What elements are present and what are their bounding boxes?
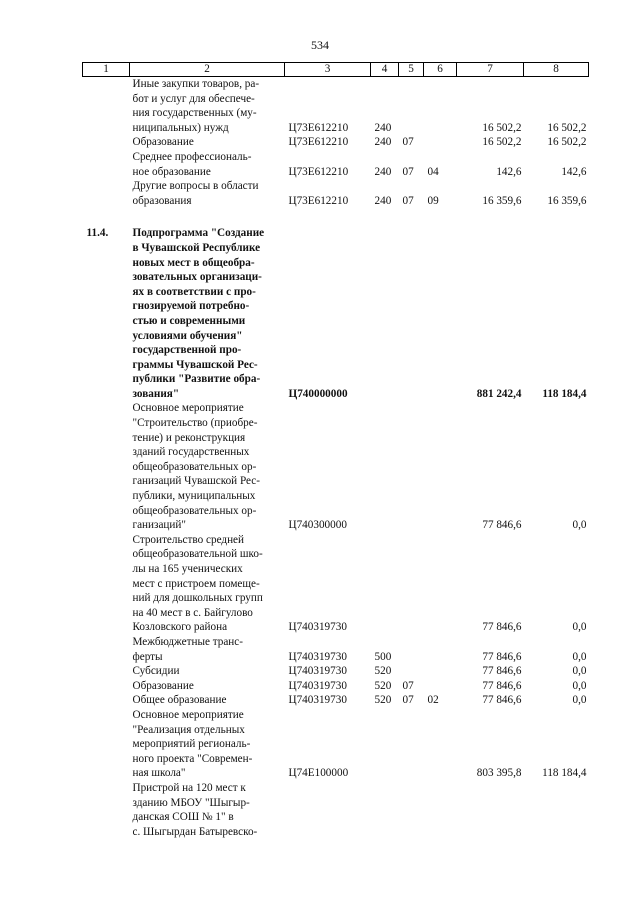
header-row [83, 63, 589, 77]
row-index [83, 679, 130, 694]
row-name: Подпрограмма "Создание в Чувашской Республике новых мест в общеобра- зовательных организаци- ях в соответствии с про- гнозируемой потребно- стью и современными условиями обучения" государственной про- граммы Чувашской Рес- публики "Развитие обра- зования" [132, 227, 265, 400]
row-col8: 16 502,2 [547, 136, 587, 149]
row-col5 [399, 226, 424, 401]
row-col8: 142,6 [561, 165, 587, 178]
row-col5 [399, 635, 424, 664]
row-code: Ц73Е612210 [288, 165, 349, 178]
row-index [83, 179, 130, 208]
row-index [83, 533, 130, 635]
row-name: Иные закупки товаров, ра- бот и услуг для обеспече- ния государственных (му- ниципальных) нужд [132, 78, 260, 134]
row-index [83, 781, 130, 839]
table-row [83, 226, 589, 401]
row-col6 [424, 77, 457, 136]
header-cell: 5 [399, 63, 424, 77]
row-col4 [371, 708, 399, 781]
table-row [83, 635, 589, 664]
row-code: Ц740319730 [288, 650, 347, 663]
row-name: Основное мероприятие "Строительство (приобре- тение) и реконструкция зданий государственных общеобразовательных ор- ганизаций Чувашской Рес- публики, муниципальных общеобразовательных ор- ганизаций" [132, 402, 260, 532]
row-col4 [371, 401, 399, 532]
row-col4 [371, 533, 399, 635]
row-code: Ц73Е612210 [288, 194, 349, 207]
row-code: Ц740300000 [288, 519, 347, 532]
row-col8: 0,0 [572, 694, 587, 707]
row-col7: 77 846,6 [482, 519, 522, 532]
row-index [83, 77, 130, 136]
row-col7: 16 502,2 [482, 121, 522, 134]
row-col5: 07 [402, 165, 414, 178]
row-code: Ц73Е612210 [288, 136, 349, 149]
row-name: Образование [132, 136, 194, 149]
row-col8: 0,0 [572, 650, 587, 663]
row-col7: 142,6 [496, 165, 522, 178]
row-col8: 0,0 [572, 679, 587, 692]
header-cell: 3 [285, 63, 371, 77]
table-row [83, 135, 589, 150]
header-cell: 4 [371, 63, 399, 77]
table-row [83, 664, 589, 679]
row-index: 11.4. [86, 227, 109, 240]
table-row [83, 679, 589, 694]
row-col4: 240 [374, 165, 392, 178]
table-row [83, 179, 589, 208]
row-col4: 240 [374, 121, 392, 134]
row-name: Основное мероприятие "Реализация отдельных мероприятий региональ- ного проекта "Современ- ная школа" [132, 708, 253, 780]
row-col8: 0,0 [572, 519, 587, 532]
header-cell: 6 [424, 63, 457, 77]
row-col7: 77 846,6 [482, 650, 522, 663]
row-col6 [424, 664, 457, 679]
row-col7: 77 846,6 [482, 694, 522, 707]
row-col5: 07 [402, 194, 414, 207]
row-col6 [424, 679, 457, 694]
row-code: Ц740319730 [288, 621, 347, 634]
row-col7 [457, 781, 524, 839]
row-col6 [424, 708, 457, 781]
table-row [83, 401, 589, 532]
row-col8: 16 359,6 [547, 194, 587, 207]
row-index [83, 664, 130, 679]
row-name: Пристрой на 120 мест к зданию МБОУ "Шыгыр- данская СОШ № 1" в с. Шыгырдан Батыревско- [132, 781, 258, 838]
row-code: Ц740319730 [288, 694, 347, 707]
row-code: Ц740319730 [288, 679, 347, 692]
row-col5 [399, 708, 424, 781]
row-col8: 0,0 [572, 621, 587, 634]
row-code: Ц73Е612210 [288, 121, 349, 134]
row-name: Межбюджетные транс- ферты [132, 635, 243, 663]
row-col4 [371, 781, 399, 839]
row-index [83, 150, 130, 179]
row-col8: 118 184,4 [542, 387, 587, 400]
row-code: Ц740319730 [288, 665, 347, 678]
row-code: Ц74Е100000 [288, 767, 349, 780]
row-col6: 09 [427, 194, 439, 207]
budget-table [82, 62, 589, 839]
row-col5: 07 [402, 679, 414, 692]
row-col5 [399, 781, 424, 839]
row-index [83, 401, 130, 532]
row-col7: 77 846,6 [482, 679, 522, 692]
row-col8: 0,0 [572, 665, 587, 678]
row-col8: 16 502,2 [547, 121, 587, 134]
row-col8: 118 184,4 [542, 767, 587, 780]
row-col5: 07 [402, 136, 414, 149]
row-col4: 500 [374, 650, 392, 663]
row-name: Общее образование [132, 694, 227, 707]
row-col4: 240 [374, 194, 392, 207]
row-col8 [524, 781, 589, 839]
row-col5 [399, 401, 424, 532]
header-cell: 2 [130, 63, 285, 77]
table-row [83, 708, 589, 781]
row-spacer [83, 208, 589, 226]
row-col5 [399, 533, 424, 635]
page-number: 534 [311, 38, 329, 52]
table-body [83, 77, 589, 840]
row-col7: 881 242,4 [476, 387, 522, 400]
row-index [83, 135, 130, 150]
table-row [83, 781, 589, 839]
table-header [83, 63, 589, 77]
row-col7: 803 395,8 [476, 767, 522, 780]
row-col6 [424, 781, 457, 839]
row-name: Строительство средней общеобразовательной шко- лы на 165 ученических мест с пристроем помеще- ний для дошкольных групп на 40 мест в с. Байгулово Козловского района [132, 533, 263, 634]
row-index [83, 693, 130, 708]
row-col6 [424, 135, 457, 150]
row-col7: 77 846,6 [482, 665, 522, 678]
row-col6 [424, 226, 457, 401]
row-col5 [399, 664, 424, 679]
row-col6 [424, 401, 457, 532]
header-cell: 8 [524, 63, 589, 77]
row-col7: 77 846,6 [482, 621, 522, 634]
row-col6: 04 [427, 165, 439, 178]
table-row [83, 693, 589, 708]
row-name: Субсидии [132, 665, 180, 678]
row-col4: 520 [374, 665, 392, 678]
row-col7: 16 502,2 [482, 136, 522, 149]
header-cell: 7 [457, 63, 524, 77]
row-col4 [371, 226, 399, 401]
row-index [83, 635, 130, 664]
row-col6 [424, 635, 457, 664]
row-col6 [424, 533, 457, 635]
row-name: Среднее профессиональ- ное образование [132, 150, 252, 178]
row-name: Другие вопросы в области образования [132, 180, 259, 207]
row-name: Образование [132, 679, 194, 692]
row-col6: 02 [427, 694, 439, 707]
row-col4: 240 [374, 136, 392, 149]
row-col5: 07 [402, 694, 414, 707]
row-code: Ц740000000 [288, 387, 348, 400]
row-col7: 16 359,6 [482, 194, 522, 207]
table-row [83, 77, 589, 136]
row-code [285, 781, 371, 839]
table-row [83, 533, 589, 635]
row-index [83, 708, 130, 781]
row-col4: 520 [374, 679, 392, 692]
row-col4: 520 [374, 694, 392, 707]
row-col5 [399, 77, 424, 136]
table-row [83, 150, 589, 179]
header-cell: 1 [83, 63, 130, 77]
